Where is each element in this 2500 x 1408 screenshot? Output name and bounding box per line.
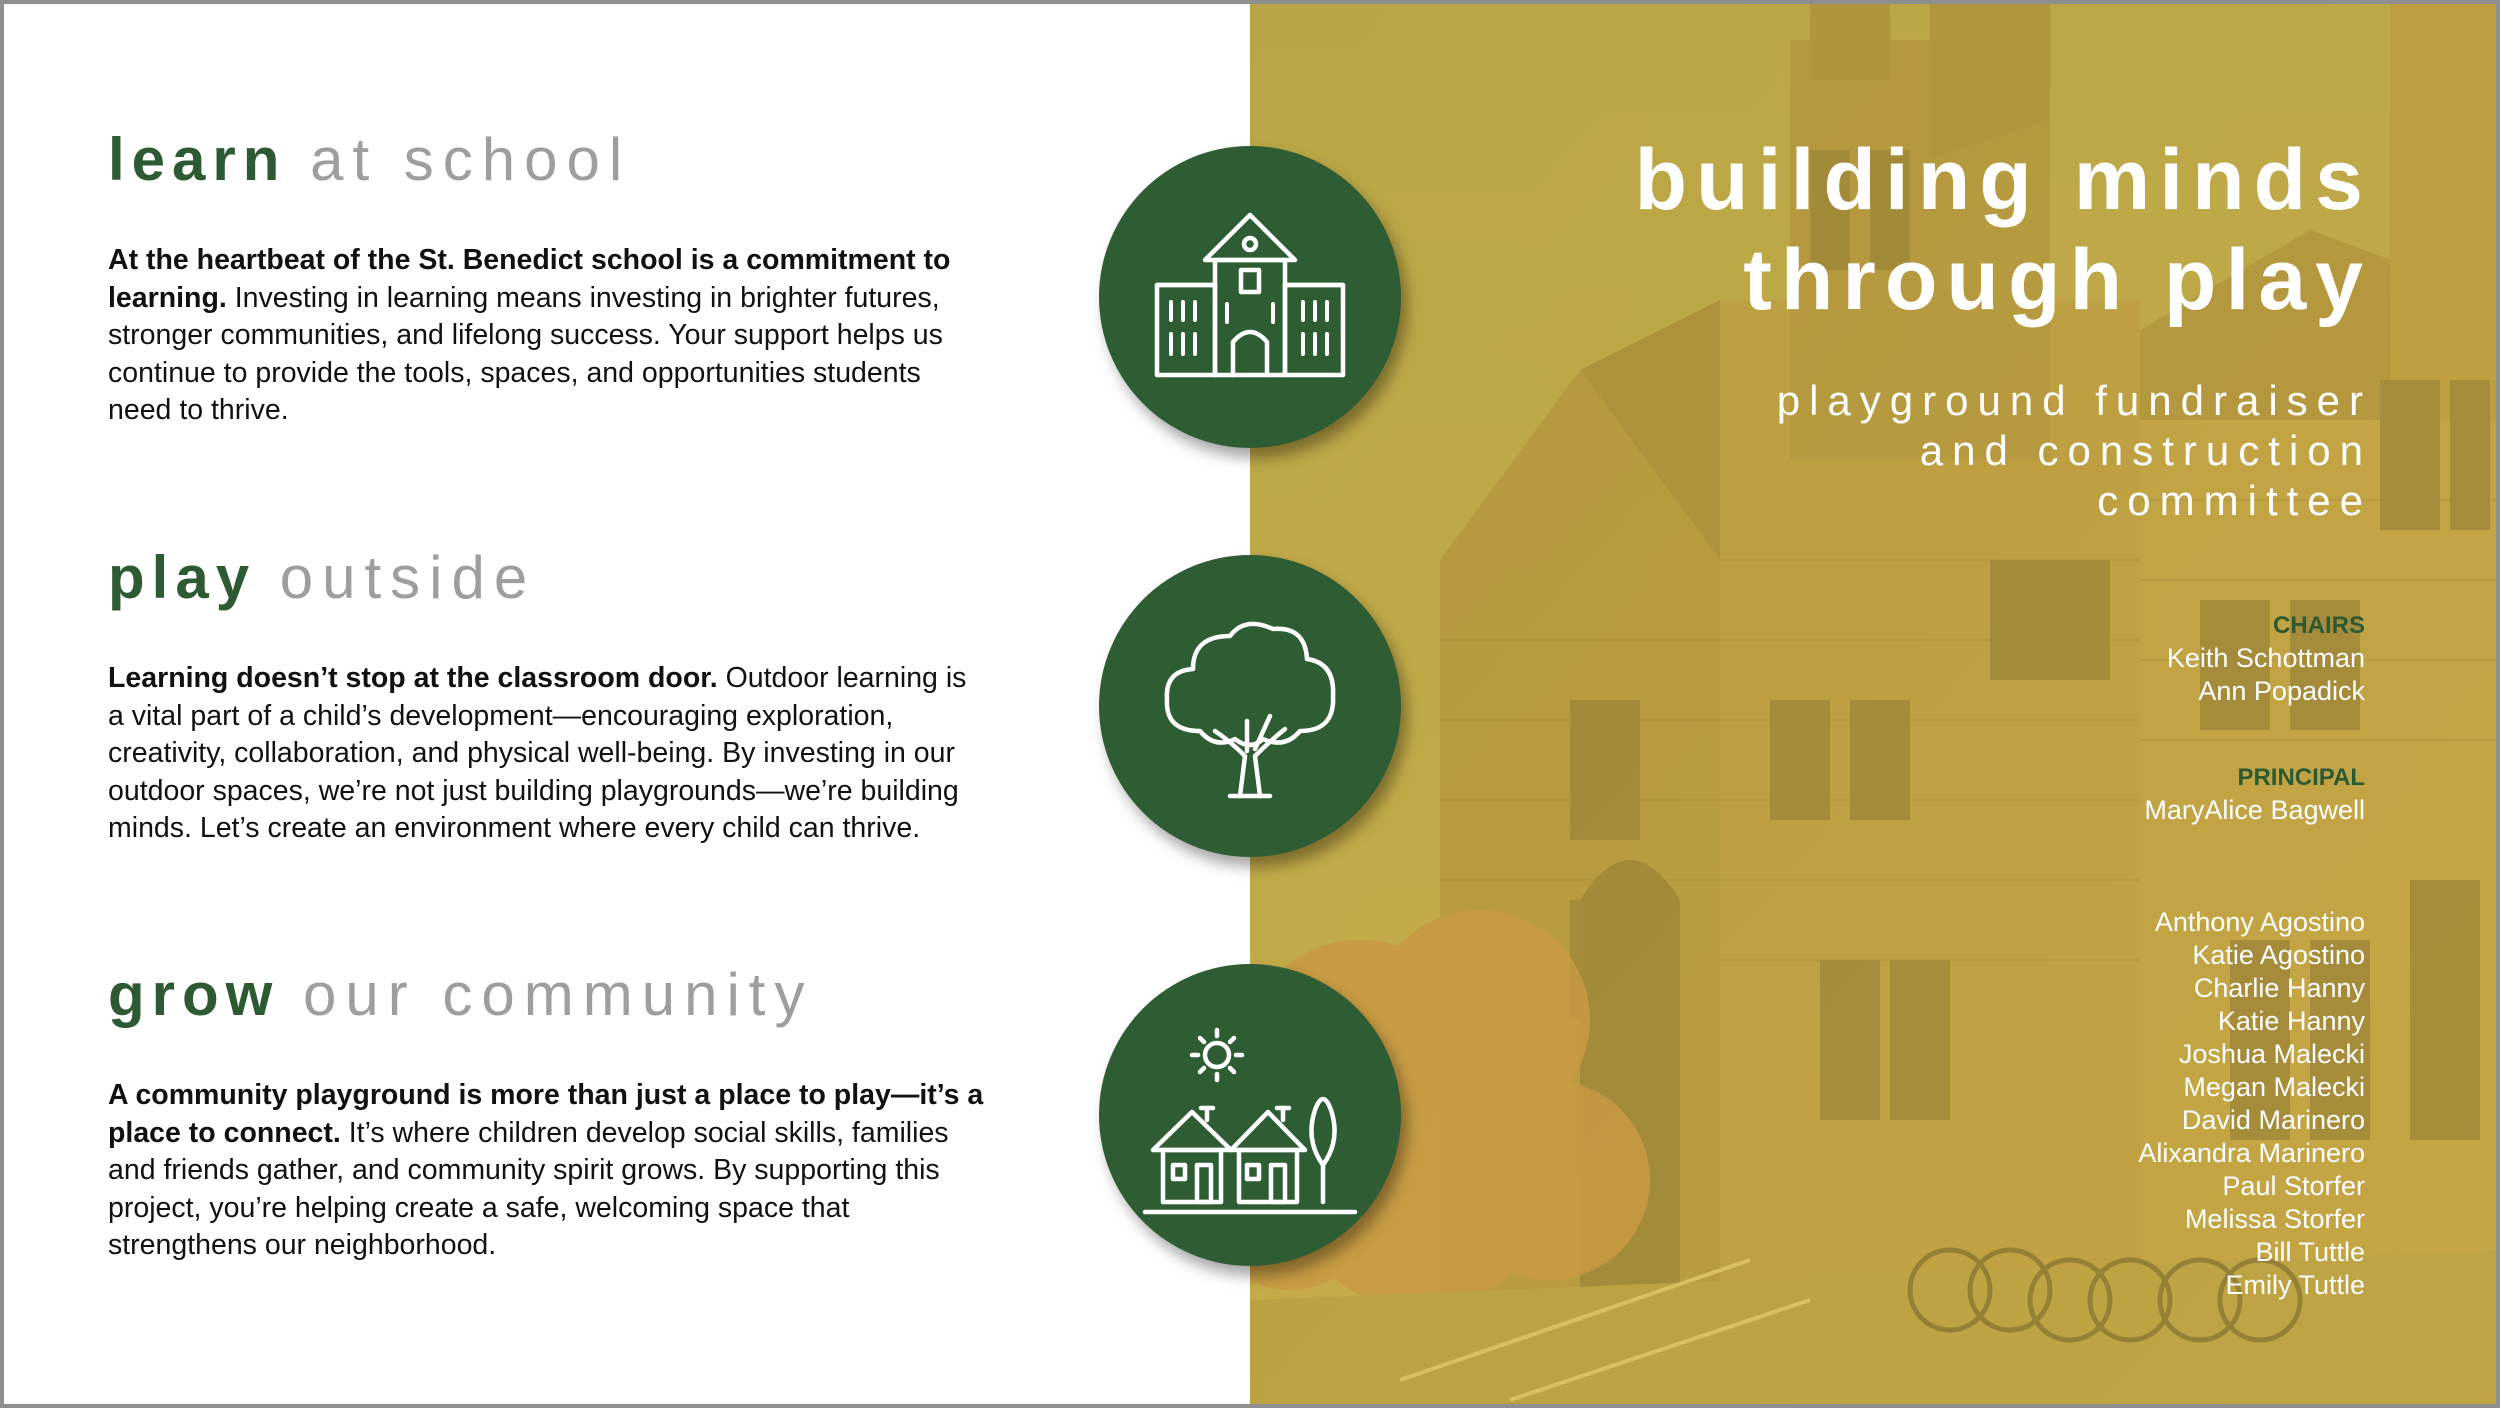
member-name: Emily Tuttle bbox=[2225, 1270, 2365, 1300]
principal-block bbox=[2144, 762, 2365, 827]
learn-circle bbox=[1099, 146, 1401, 448]
member-name: Katie Agostino bbox=[2192, 940, 2365, 970]
section-learn bbox=[108, 126, 988, 430]
section-learn-title-light: at school bbox=[310, 126, 632, 193]
section-learn-body bbox=[108, 242, 988, 430]
member-name: Anthony Agostino bbox=[2154, 907, 2365, 937]
section-grow-body bbox=[108, 1077, 988, 1265]
section-grow-title bbox=[108, 961, 988, 1028]
section-play bbox=[108, 544, 988, 848]
member-name: David Marinero bbox=[2181, 1105, 2365, 1135]
hero-title bbox=[1635, 130, 2373, 330]
section-play-text: Outdoor learning is a vital part of a child’s development—encouraging exploration, creativity, collaboration, and physical well-being. By investing in our outdoor spaces, we’re not just building playgrounds—we’re building minds. Let’s create an environment where every child can thrive. bbox=[108, 662, 967, 844]
hero-title-line1: building minds bbox=[1634, 132, 2372, 228]
section-grow-text: It’s where children develop social skills, families and friends gather, and community spirit grows. By supporting this project, you’re helping create a safe, welcoming space that strengthens our neighborhood. bbox=[108, 1116, 949, 1261]
chairs-label: CHAIRS bbox=[2272, 612, 2365, 639]
section-learn-title bbox=[108, 126, 988, 193]
member-name: Paul Storfer bbox=[2222, 1171, 2365, 1201]
play-circle bbox=[1099, 555, 1401, 857]
chairs-block bbox=[2167, 610, 2365, 708]
hero-subtitle-line3: committee bbox=[2097, 477, 2372, 524]
section-grow bbox=[108, 961, 988, 1265]
hero-heading bbox=[1635, 130, 2373, 526]
houses-sun-icon bbox=[1135, 1000, 1365, 1230]
chair-name: Keith Schottman bbox=[2166, 643, 2365, 673]
principal-name: MaryAlice Bagwell bbox=[2144, 795, 2365, 825]
principal-label: PRINCIPAL bbox=[2237, 764, 2365, 791]
member-name: Alixandra Marinero bbox=[2138, 1138, 2365, 1168]
section-learn-lead: At the heartbeat of the St. Benedict school is a commitment to learning. bbox=[108, 244, 951, 314]
member-name: Melissa Storfer bbox=[2184, 1204, 2365, 1234]
hero-subtitle-line1: playground fundraiser bbox=[1776, 377, 2372, 424]
hero-subtitle-line2: and construction bbox=[1919, 427, 2372, 474]
chair-name: Ann Popadick bbox=[2198, 676, 2365, 706]
member-name: Joshua Malecki bbox=[2178, 1039, 2365, 1069]
member-name: Megan Malecki bbox=[2183, 1072, 2365, 1102]
members-list bbox=[2138, 906, 2365, 1302]
tree-icon bbox=[1135, 591, 1365, 821]
section-play-title-light: outside bbox=[279, 544, 537, 611]
section-play-title bbox=[108, 544, 988, 611]
member-name: Bill Tuttle bbox=[2255, 1237, 2365, 1267]
member-name: Katie Hanny bbox=[2217, 1006, 2365, 1036]
section-play-title-strong: play bbox=[108, 544, 257, 611]
section-learn-title-strong: learn bbox=[108, 126, 287, 193]
member-name: Charlie Hanny bbox=[2193, 973, 2365, 1003]
section-learn-text: Investing in learning means investing in brighter futures, stronger communities, and lifelong success. Your support helps us continue to provide the tools, spaces, and opportunities students need to thrive. bbox=[108, 281, 943, 426]
section-grow-title-strong: grow bbox=[108, 961, 280, 1028]
section-grow-title-light: our community bbox=[303, 961, 814, 1028]
hero-subtitle bbox=[1635, 376, 2373, 526]
section-play-lead: Learning doesn’t stop at the classroom door. bbox=[108, 662, 718, 694]
grow-circle bbox=[1099, 964, 1401, 1266]
school-building-icon bbox=[1135, 182, 1365, 412]
hero-title-line2: through play bbox=[1743, 232, 2372, 328]
section-play-body bbox=[108, 660, 988, 848]
section-grow-lead: A community playground is more than just a place to play—it’s a place to connect. bbox=[108, 1079, 984, 1149]
